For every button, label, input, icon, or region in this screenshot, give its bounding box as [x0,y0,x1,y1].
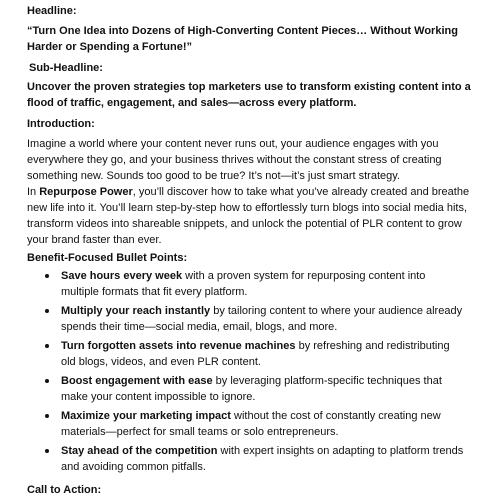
bullet-dot-icon [45,379,49,383]
intro-paragraph-2-rest: , you’ll discover how to take what you’ve already created and breathe new life into it. You’ll learn step-by-step how to effortlessly turn blogs into social media hits, transform videos into shareable snippets, and unlock the potential of PLR content to grow your brand faster than ever. [27,186,470,246]
benefit-bullet [45,443,465,475]
bullet-dot-icon [45,309,49,313]
intro-paragraph-2 [27,184,483,248]
benefit-bullet [45,268,465,300]
bullet-lead: Save hours every week [61,270,183,282]
benefit-bullet [45,373,465,405]
benefit-bullet [45,338,465,370]
bullet-text: without the cost of constantly creating new materials—perfect for small teams or solo entrepreneurs. [61,410,441,438]
bullet-lead: Stay ahead of the competition [61,445,218,457]
bullet-lead: Multiply your reach instantly [61,305,211,317]
bullet-dot-icon [45,344,49,348]
bullet-lead: Turn forgotten assets into revenue machines [61,340,296,352]
bullet-text: with a proven system for repurposing content into multiple formats that fit every platform. [61,270,426,298]
intro-paragraph-1: Imagine a world where your content never runs out, your audience engages with you everywhere they go, and your business thrives without the constant stress of creating something new. Sounds too good to be true? It’s not—it’s just smart strategy. [27,138,442,182]
bullet-lead: Maximize your marketing impact [61,410,231,422]
bullet-text: with expert insights on adapting to platform trends and avoiding common pitfalls. [61,445,464,473]
product-name: Repurpose Power [39,186,133,198]
headline-text: “Turn One Idea into Dozens of High-Converting Content Pieces… Without Working Harder or Spending a Fortune!” [27,25,458,53]
bullet-text: by refreshing and redistributing old blogs, videos, and even PLR content. [61,340,450,368]
bullet-text: by leveraging platform-specific techniques that make your content impossible to ignore. [61,375,442,403]
benefit-bullet [45,303,465,335]
bullet-dot-icon [45,414,49,418]
headline-label: Headline: [27,5,77,17]
bullet-dot-icon [45,274,49,278]
bullet-text: by tailoring content to where your audience already spends their time—social media, email, blogs, and more. [61,305,463,333]
intro-paragraph-2-prefix: In [27,186,40,198]
bullet-lead: Boost engagement with ease [61,375,213,387]
benefit-bullet [45,408,465,440]
subheadline-label: Sub-Headline: [29,62,103,74]
bullet-dot-icon [45,449,49,453]
cta-label: Call to Action: [27,484,102,496]
benefits-label: Benefit-Focused Bullet Points: [27,252,188,264]
introduction-label: Introduction: [27,118,95,130]
subheadline-text: Uncover the proven strategies top marketers use to transform existing content into a flood of traffic, engagement, and sales—across every platform. [27,81,471,109]
